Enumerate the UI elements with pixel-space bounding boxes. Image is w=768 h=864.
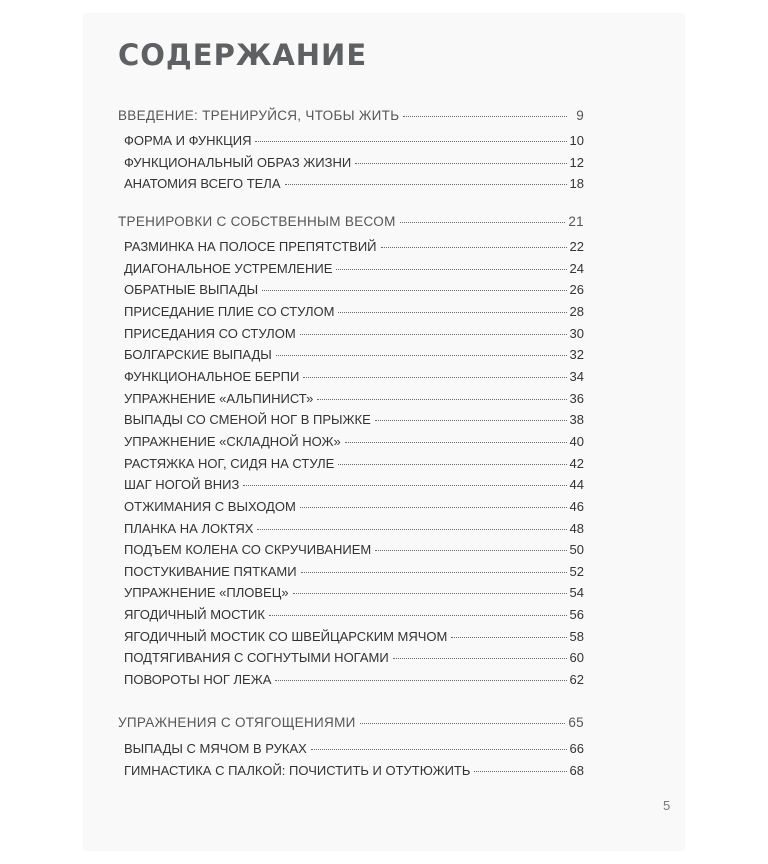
toc-entry: [124, 326, 584, 346]
toc-entry-label: РАЗМИНКА НА ПОЛОСЕ ПРЕПЯТСТВИЙ: [124, 239, 377, 254]
toc-entry: [124, 391, 584, 411]
toc-entry-label: ПОВОРОТЫ НОГ ЛЕЖА: [124, 672, 272, 687]
toc-entry-label: ФОРМА И ФУНКЦИЯ: [124, 133, 252, 148]
toc-entry-label: ЯГОДИЧНЫЙ МОСТИК СО ШВЕЙЦАРСКИМ МЯЧОМ: [124, 628, 448, 644]
toc-page-number: 42: [569, 455, 584, 471]
toc-entry: [124, 564, 584, 584]
dot-leader: [474, 771, 566, 772]
toc-page-number: 10: [569, 133, 584, 148]
toc-page-number: 66: [569, 741, 584, 756]
dot-leader: [243, 485, 566, 486]
dot-leader: [393, 658, 567, 659]
toc-page-number: 58: [569, 628, 584, 644]
dot-leader: [451, 637, 566, 638]
toc-entry-label: УПРАЖНЕНИЕ «ПЛОВЕЦ»: [124, 585, 289, 601]
dot-leader: [338, 312, 566, 313]
toc-entry: [124, 369, 584, 389]
toc-page-number: 46: [569, 498, 584, 514]
toc-entry-label: ГИМНАСТИКА С ПАЛКОЙ: ПОЧИСТИТЬ И ОТУТЮЖИТЬ: [124, 763, 471, 778]
dot-leader: [300, 507, 567, 508]
dot-leader: [355, 163, 566, 164]
toc-page-number: 24: [569, 260, 584, 276]
toc-page-number: 26: [569, 282, 584, 298]
toc-entry: [124, 239, 584, 259]
dot-leader: [275, 680, 566, 681]
toc-entry: [124, 347, 584, 367]
toc-section-entry: [118, 214, 584, 234]
toc-entry-label: ОТЖИМАНИЯ С ВЫХОДОМ: [124, 498, 296, 514]
toc-page-number: 30: [569, 325, 584, 341]
toc-entry-label: ПОДЪЕМ КОЛЕНА СО СКРУЧИВАНИЕМ: [124, 542, 372, 558]
page-title: СОДЕРЖАНИЕ: [118, 38, 368, 72]
toc-entry-label: ФУНКЦИОНАЛЬНЫЙ ОБРАЗ ЖИЗНИ: [124, 154, 352, 170]
dot-leader: [276, 355, 567, 356]
toc-entry-label: УПРАЖНЕНИЕ «АЛЬПИНИСТ»: [124, 390, 314, 406]
toc-section-title: ВВЕДЕНИЕ: ТРЕНИРУЙСЯ, ЧТОБЫ ЖИТЬ: [118, 108, 400, 123]
toc-entry-label: РАСТЯЖКА НОГ, СИДЯ НА СТУЛЕ: [124, 455, 335, 471]
dot-leader: [293, 593, 567, 594]
toc-page-number: 36: [569, 390, 584, 406]
dot-leader: [317, 399, 566, 400]
dot-leader: [303, 377, 566, 378]
toc-entry: [124, 456, 584, 476]
dot-leader: [262, 290, 566, 291]
toc-entry: [124, 672, 584, 692]
dot-leader: [381, 247, 567, 248]
dot-leader: [360, 723, 566, 724]
toc-entry: [124, 499, 584, 519]
dot-leader: [338, 464, 566, 465]
dot-leader: [375, 550, 566, 551]
toc-entry-label: ЯГОДИЧНЫЙ МОСТИК: [124, 607, 265, 622]
dot-leader: [345, 442, 567, 443]
dot-leader: [285, 184, 567, 185]
toc-page-number: 34: [569, 368, 584, 384]
toc-page-number: 12: [569, 154, 584, 170]
toc-entry: [124, 477, 584, 497]
toc-entry: [124, 585, 584, 605]
dot-leader: [269, 615, 567, 616]
toc-entry-label: АНАТОМИЯ ВСЕГО ТЕЛА: [124, 176, 281, 191]
toc-page-number: 68: [569, 763, 584, 778]
toc-entry: [124, 521, 584, 541]
toc-entry-label: ФУНКЦИОНАЛЬНОЕ БЕРПИ: [124, 368, 300, 384]
toc-page-number: 50: [569, 542, 584, 558]
toc-page-number: 21: [568, 214, 584, 229]
toc-page-number: 62: [569, 672, 584, 687]
dot-leader: [255, 141, 566, 142]
toc-page-number: 9: [576, 108, 584, 123]
toc-section-entry: [118, 715, 584, 735]
toc-entry: [124, 304, 584, 324]
toc-entry-label: ПЛАНКА НА ЛОКТЯХ: [124, 520, 254, 536]
toc-entry: [124, 282, 584, 302]
dot-leader: [300, 334, 567, 335]
dot-leader: [257, 529, 566, 530]
dot-leader: [375, 420, 567, 421]
toc-entry-label: ПРИСЕДАНИЕ ПЛИЕ СО СТУЛОМ: [124, 303, 335, 319]
toc-entry-label: ВЫПАДЫ СО СМЕНОЙ НОГ В ПРЫЖКЕ: [124, 412, 371, 428]
toc-entry-label: БОЛГАРСКИЕ ВЫПАДЫ: [124, 347, 272, 363]
toc-entry: [124, 650, 584, 670]
toc-entry: [124, 607, 584, 627]
toc-page-number: 60: [569, 650, 584, 666]
toc-page-number: 48: [569, 520, 584, 536]
toc-page-number: 44: [569, 477, 584, 493]
toc-section-title: ТРЕНИРОВКИ С СОБСТВЕННЫМ ВЕСОМ: [118, 214, 396, 229]
toc-entry-label: ПОДТЯГИВАНИЯ С СОГНУТЫМИ НОГАМИ: [124, 650, 389, 666]
dot-leader: [336, 269, 566, 270]
toc-entry: [124, 434, 584, 454]
toc-entry: [124, 763, 584, 783]
toc-page-number: 18: [569, 176, 584, 191]
toc-page-number: 32: [569, 347, 584, 363]
toc-entry: [124, 133, 584, 153]
toc-entry: [124, 542, 584, 562]
dot-leader: [301, 572, 567, 573]
toc-entry: [124, 261, 584, 281]
toc-page-number: 22: [569, 239, 584, 254]
toc-entry-label: ПОСТУКИВАНИЕ ПЯТКАМИ: [124, 563, 297, 579]
toc-page-number: 40: [569, 433, 584, 449]
toc-page-number: 52: [569, 563, 584, 579]
dot-leader: [400, 222, 566, 223]
toc-entry-label: ДИАГОНАЛЬНОЕ УСТРЕМЛЕНИЕ: [124, 260, 333, 276]
toc-entry: [124, 176, 584, 196]
toc-entry-label: ОБРАТНЫЕ ВЫПАДЫ: [124, 282, 259, 298]
toc-page-number: 65: [568, 715, 584, 730]
toc-entry-label: УПРАЖНЕНИЕ «СКЛАДНОЙ НОЖ»: [124, 433, 341, 449]
toc-entry: [124, 155, 584, 175]
toc-entry-label: ВЫПАДЫ С МЯЧОМ В РУКАХ: [124, 741, 307, 756]
toc-page-number: 38: [569, 412, 584, 428]
toc-section-entry: [118, 108, 584, 128]
toc-entry: [124, 741, 584, 761]
page-number: 5: [663, 798, 671, 813]
toc-entry: [124, 629, 584, 649]
toc-entry: [124, 412, 584, 432]
toc-page-number: 28: [569, 303, 584, 319]
dot-leader: [403, 116, 567, 117]
toc-entry-label: ШАГ НОГОЙ ВНИЗ: [124, 477, 240, 493]
toc-page-number: 54: [569, 585, 584, 601]
toc-entry-label: ПРИСЕДАНИЯ СО СТУЛОМ: [124, 325, 296, 341]
toc-page-number: 56: [569, 607, 584, 622]
dot-leader: [311, 749, 567, 750]
toc-section-title: УПРАЖНЕНИЯ С ОТЯГОЩЕНИЯМИ: [118, 715, 356, 730]
